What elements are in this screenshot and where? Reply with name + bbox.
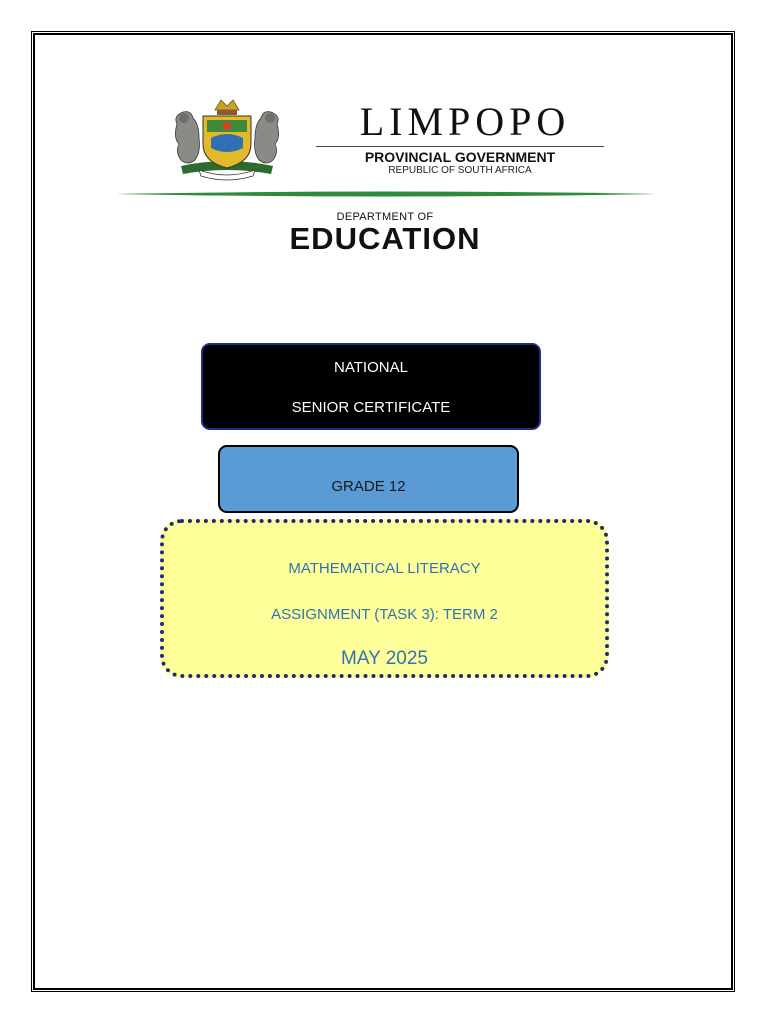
provincial-government-label: PROVINCIAL GOVERNMENT	[364, 149, 556, 165]
grade-box	[218, 445, 519, 513]
certificate-box	[201, 343, 541, 430]
certificate-line-national: NATIONAL	[334, 359, 408, 376]
republic-label: REPUBLIC OF SOUTH AFRICA	[388, 165, 532, 176]
coat-of-arms-icon	[163, 94, 291, 182]
assignment-title: ASSIGNMENT (TASK 3): TERM 2	[271, 606, 498, 623]
green-divider	[116, 190, 656, 198]
department-name: EDUCATION	[289, 221, 481, 256]
certificate-line-senior: SENIOR CERTIFICATE	[291, 399, 451, 416]
province-divider	[316, 146, 604, 147]
province-name: LIMPOPO	[359, 99, 571, 144]
letterhead	[110, 92, 660, 264]
grade-label: GRADE 12	[331, 478, 406, 495]
department-prefix: DEPARTMENT OF	[336, 211, 434, 223]
subject-box	[160, 519, 609, 678]
assignment-date: MAY 2025	[341, 648, 428, 669]
subject-name: MATHEMATICAL LITERACY	[288, 560, 481, 577]
